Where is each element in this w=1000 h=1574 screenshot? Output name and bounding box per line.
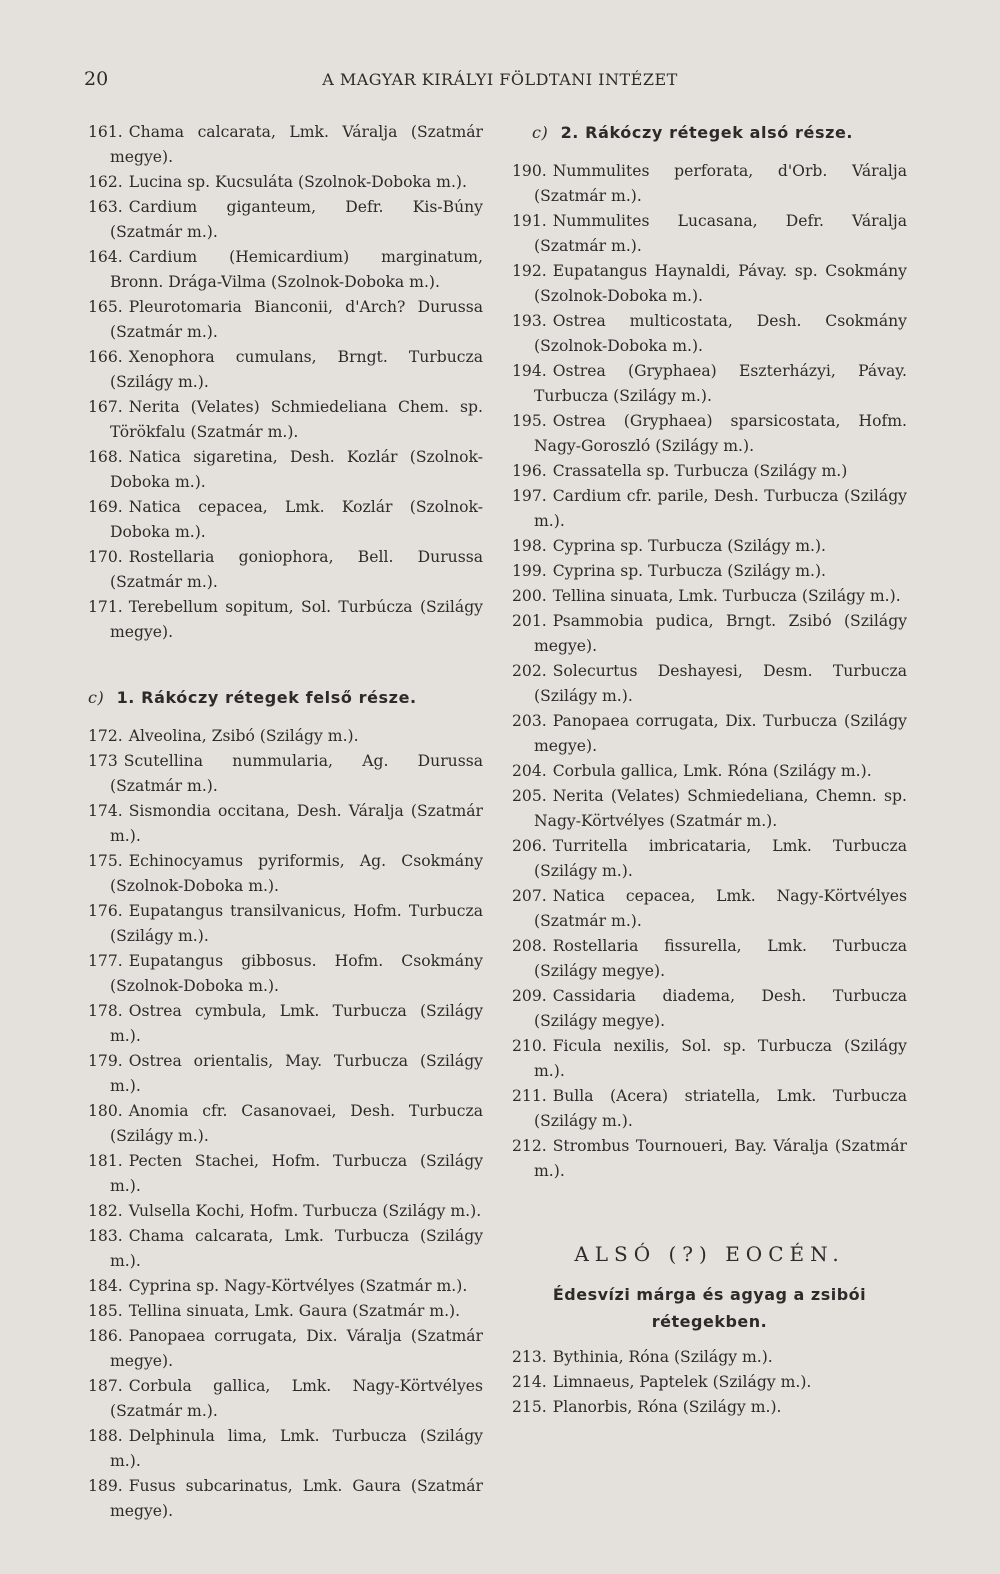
entry-text: Strombus Tournoueri, Bay. Váralja (Szatmár m.). <box>534 1137 907 1180</box>
list-item <box>88 1424 483 1474</box>
entry-number: 180. <box>88 1102 123 1120</box>
entry-text: Rostellaria goniophora, Bell. Durussa (Szatmár m.). <box>110 548 483 591</box>
entry-number: 170. <box>88 548 123 566</box>
list-item <box>88 849 483 899</box>
list-item <box>512 1345 907 1370</box>
list-item <box>512 159 907 209</box>
entry-number: 198. <box>512 537 547 555</box>
list-item <box>512 584 907 609</box>
entry-text: Cardium (Hemicardium) marginatum, Bronn. Drága-Vilma (Szolnok-Doboka m.). <box>110 248 483 291</box>
list-item <box>88 445 483 495</box>
entry-text: Eupatangus gibbosus. Hofm. Csokmány (Szolnok-Doboka m.). <box>110 952 483 995</box>
entry-number: 166. <box>88 348 123 366</box>
entry-text: Panopaea corrugata, Dix. Váralja (Szatmár megye). <box>110 1327 483 1370</box>
entry-number: 192. <box>512 262 547 280</box>
list-item <box>512 259 907 309</box>
list-item <box>88 1149 483 1199</box>
entry-text: Anomia cfr. Casanovaei, Desh. Turbucza (Szilágy m.). <box>110 1102 483 1145</box>
entry-text: Crassatella sp. Turbucza (Szilágy m.) <box>552 462 848 480</box>
entry-number: 168. <box>88 448 123 466</box>
list-item <box>512 659 907 709</box>
list-item <box>512 1034 907 1084</box>
entry-text: Chama calcarata, Lmk. Váralja (Szatmár megye). <box>110 123 483 166</box>
section-title: 1. Rákóczy rétegek felső része. <box>116 688 417 707</box>
entry-text: Tellina sinuata, Lmk. Gaura (Szatmár m.). <box>128 1302 461 1320</box>
section-heading-c2 <box>512 120 907 145</box>
entry-text: Cyprina sp. Turbucza (Szilágy m.). <box>552 537 827 555</box>
entry-number: 171. <box>88 598 123 616</box>
list-item <box>512 984 907 1034</box>
entry-number: 207. <box>512 887 547 905</box>
list-item <box>88 724 483 749</box>
entry-number: 174. <box>88 802 123 820</box>
list-item <box>512 1084 907 1134</box>
list-item <box>88 1099 483 1149</box>
entry-text: Cyprina sp. Turbucza (Szilágy m.). <box>552 562 827 580</box>
entry-text: Ostrea (Gryphaea) sparsicostata, Hofm. Nagy-Goroszló (Szilágy m.). <box>534 412 907 455</box>
entry-number: 177. <box>88 952 123 970</box>
entry-number: 195. <box>512 412 547 430</box>
entry-text: Cardium cfr. parile, Desh. Turbucza (Szilágy m.). <box>534 487 907 530</box>
entry-text: Alveolina, Zsibó (Szilágy m.). <box>128 727 359 745</box>
entry-number: 165. <box>88 298 123 316</box>
entry-text: Natica cepacea, Lmk. Nagy-Körtvélyes (Szatmár m.). <box>534 887 907 930</box>
list-item <box>512 759 907 784</box>
entry-number: 197. <box>512 487 547 505</box>
entry-list-top <box>88 120 483 645</box>
left-column <box>88 120 483 1524</box>
list-item <box>512 309 907 359</box>
list-item <box>88 295 483 345</box>
page-number: 20 <box>84 68 109 90</box>
list-item <box>88 899 483 949</box>
entry-text: Ostrea multicostata, Desh. Csokmány (Szolnok-Doboka m.). <box>534 312 907 355</box>
entry-text: Cassidaria diadema, Desh. Turbucza (Szilágy megye). <box>534 987 907 1030</box>
list-item <box>512 409 907 459</box>
list-item <box>512 834 907 884</box>
section-subtitle: Édesvízi márga és agyag a zsibói rétegekben. <box>552 1285 867 1331</box>
entry-text: Fusus subcarinatus, Lmk. Gaura (Szatmár megye). <box>110 1477 483 1520</box>
entry-text: Delphinula lima, Lmk. Turbucza (Szilágy m.). <box>110 1427 483 1470</box>
entry-number: 215. <box>512 1398 547 1416</box>
list-item <box>512 884 907 934</box>
list-item <box>88 1474 483 1524</box>
entry-number: 201. <box>512 612 547 630</box>
entry-number: 199. <box>512 562 547 580</box>
entry-text: Limnaeus, Paptelek (Szilágy m.). <box>552 1373 812 1391</box>
list-item <box>88 1224 483 1274</box>
entry-number: 175. <box>88 852 123 870</box>
list-item <box>88 245 483 295</box>
entry-text: Lucina sp. Kucsuláta (Szolnok-Doboka m.). <box>128 173 467 191</box>
entry-text: Pecten Stachei, Hofm. Turbucza (Szilágy m.). <box>110 1152 483 1195</box>
list-item <box>88 170 483 195</box>
entry-text: Ficula nexilis, Sol. sp. Turbucza (Szilágy m.). <box>534 1037 907 1080</box>
entry-text: Scutellina nummularia, Ag. Durussa (Szatmár m.). <box>110 752 483 795</box>
list-item <box>512 784 907 834</box>
entry-text: Solecurtus Deshayesi, Desm. Turbucza (Szilágy m.). <box>534 662 907 705</box>
entry-text: Nerita (Velates) Schmiedeliana Chem. sp. Törökfalu (Szatmár m.). <box>110 398 483 441</box>
list-item <box>512 209 907 259</box>
list-item <box>88 495 483 545</box>
entry-text: Nerita (Velates) Schmiedeliana, Chemn. sp. Nagy-Körtvélyes (Szatmár m.). <box>534 787 907 830</box>
entry-number: 204. <box>512 762 547 780</box>
list-item <box>88 595 483 645</box>
entry-text: Sismondia occitana, Desh. Váralja (Szatmár m.). <box>110 802 483 845</box>
entry-number: 186. <box>88 1327 123 1345</box>
list-item <box>88 195 483 245</box>
entry-number: 205. <box>512 787 547 805</box>
entry-number: 164. <box>88 248 123 266</box>
entry-text: Ostrea cymbula, Lmk. Turbucza (Szilágy m.). <box>110 1002 483 1045</box>
list-item <box>512 534 907 559</box>
entry-text: Nummulites Lucasana, Defr. Váralja (Szatmár m.). <box>534 212 907 255</box>
entry-text: Corbula gallica, Lmk. Róna (Szilágy m.). <box>552 762 872 780</box>
entry-number: 176. <box>88 902 123 920</box>
list-item <box>512 1370 907 1395</box>
entry-number: 167. <box>88 398 123 416</box>
entry-number: 214. <box>512 1373 547 1391</box>
entry-number: 162. <box>88 173 123 191</box>
list-item <box>88 1374 483 1424</box>
list-item <box>512 359 907 409</box>
entry-number: 187. <box>88 1377 123 1395</box>
entry-number: 196. <box>512 462 547 480</box>
list-item <box>88 1324 483 1374</box>
list-item <box>512 934 907 984</box>
entry-number: 179. <box>88 1052 123 1070</box>
entry-text: Cyprina sp. Nagy-Körtvélyes (Szatmár m.). <box>128 1277 468 1295</box>
section-title-eocen: ALSÓ (?) EOCÉN. <box>574 1242 845 1266</box>
list-item <box>88 1199 483 1224</box>
entry-text: Pleurotomaria Bianconii, d'Arch? Durussa (Szatmár m.). <box>110 298 483 341</box>
entry-number: 206. <box>512 837 547 855</box>
entry-number: 212. <box>512 1137 547 1155</box>
list-item <box>88 120 483 170</box>
list-item <box>512 484 907 534</box>
entry-number: 194. <box>512 362 547 380</box>
list-item <box>88 395 483 445</box>
entry-number: 184. <box>88 1277 123 1295</box>
list-item <box>88 749 483 799</box>
entry-number: 161. <box>88 123 123 141</box>
running-head: A MAGYAR KIRÁLYI FÖLDTANI INTÉZET <box>322 70 678 89</box>
entry-text: Xenophora cumulans, Brngt. Turbucza (Szilágy m.). <box>110 348 483 391</box>
entry-text: Vulsella Kochi, Hofm. Turbucza (Szilágy m.). <box>128 1202 482 1220</box>
entry-text: Natica cepacea, Lmk. Kozlár (Szolnok-Doboka m.). <box>110 498 483 541</box>
list-item <box>88 1274 483 1299</box>
entry-text: Turritella imbricataria, Lmk. Turbucza (Szilágy m.). <box>534 837 907 880</box>
entry-list-end <box>512 1345 907 1420</box>
entry-text: Echinocyamus pyriformis, Ag. Csokmány (Szolnok-Doboka m.). <box>110 852 483 895</box>
entry-number: 178. <box>88 1002 123 1020</box>
list-item <box>88 799 483 849</box>
entry-number: 183. <box>88 1227 123 1245</box>
entry-number: 211. <box>512 1087 547 1105</box>
right-column <box>512 120 907 1420</box>
entry-text: Cardium giganteum, Defr. Kis-Búny (Szatmár m.). <box>110 198 483 241</box>
entry-text: Eupatangus Haynaldi, Pávay. sp. Csokmány (Szolnok-Doboka m.). <box>534 262 907 305</box>
list-item <box>512 559 907 584</box>
entry-number: 213. <box>512 1348 547 1366</box>
entry-number: 163. <box>88 198 123 216</box>
entry-text: Terebellum sopitum, Sol. Turbúcza (Szilágy megye). <box>110 598 483 641</box>
entry-number: 185. <box>88 1302 123 1320</box>
list-item <box>512 459 907 484</box>
entry-number: 209. <box>512 987 547 1005</box>
section-label: c) <box>88 688 105 707</box>
entry-text: Rostellaria fissurella, Lmk. Turbucza (Szilágy megye). <box>534 937 907 980</box>
entry-text: Bythinia, Róna (Szilágy m.). <box>552 1348 773 1366</box>
entry-text: Natica sigaretina, Desh. Kozlár (Szolnok-Doboka m.). <box>110 448 483 491</box>
entry-number: 190. <box>512 162 547 180</box>
entry-number: 169. <box>88 498 123 516</box>
entry-number: 193. <box>512 312 547 330</box>
entry-text: Chama calcarata, Lmk. Turbucza (Szilágy m.). <box>110 1227 483 1270</box>
entry-number: 181. <box>88 1152 123 1170</box>
list-item <box>512 709 907 759</box>
section-title: 2. Rákóczy rétegek alsó része. <box>560 123 854 142</box>
entry-text: Ostrea (Gryphaea) Eszterházyi, Pávay. Turbucza (Szilágy m.). <box>534 362 907 405</box>
entry-text: Nummulites perforata, d'Orb. Váralja (Szatmár m.). <box>534 162 907 205</box>
list-item <box>88 345 483 395</box>
list-item <box>88 1299 483 1324</box>
entry-number: 182. <box>88 1202 123 1220</box>
list-item <box>512 1134 907 1184</box>
list-item <box>88 545 483 595</box>
list-item <box>88 1049 483 1099</box>
entry-text: Corbula gallica, Lmk. Nagy-Körtvélyes (Szatmár m.). <box>110 1377 483 1420</box>
list-item <box>512 609 907 659</box>
entry-number: 188. <box>88 1427 123 1445</box>
entry-text: Planorbis, Róna (Szilágy m.). <box>552 1398 782 1416</box>
entry-text: Ostrea orientalis, May. Turbucza (Szilágy m.). <box>110 1052 483 1095</box>
entry-number: 191. <box>512 212 547 230</box>
entry-list-bottom <box>88 724 483 1524</box>
entry-number: 173 <box>88 752 118 770</box>
entry-text: Bulla (Acera) striatella, Lmk. Turbucza (Szilágy m.). <box>534 1087 907 1130</box>
list-item <box>512 1395 907 1420</box>
entry-number: 208. <box>512 937 547 955</box>
entry-number: 203. <box>512 712 547 730</box>
entry-number: 210. <box>512 1037 547 1055</box>
entry-text: Tellina sinuata, Lmk. Turbucza (Szilágy m.). <box>552 587 901 605</box>
entry-number: 200. <box>512 587 547 605</box>
entry-number: 172. <box>88 727 123 745</box>
section-label: c) <box>532 123 549 142</box>
entry-list-right <box>512 159 907 1184</box>
entry-text: Panopaea corrugata, Dix. Turbucza (Szilágy megye). <box>534 712 907 755</box>
list-item <box>88 999 483 1049</box>
entry-number: 202. <box>512 662 547 680</box>
entry-text: Psammobia pudica, Brngt. Zsibó (Szilágy megye). <box>534 612 907 655</box>
section-heading-c1 <box>88 685 483 710</box>
entry-text: Eupatangus transilvanicus, Hofm. Turbucza (Szilágy m.). <box>110 902 483 945</box>
entry-number: 189. <box>88 1477 123 1495</box>
list-item <box>88 949 483 999</box>
